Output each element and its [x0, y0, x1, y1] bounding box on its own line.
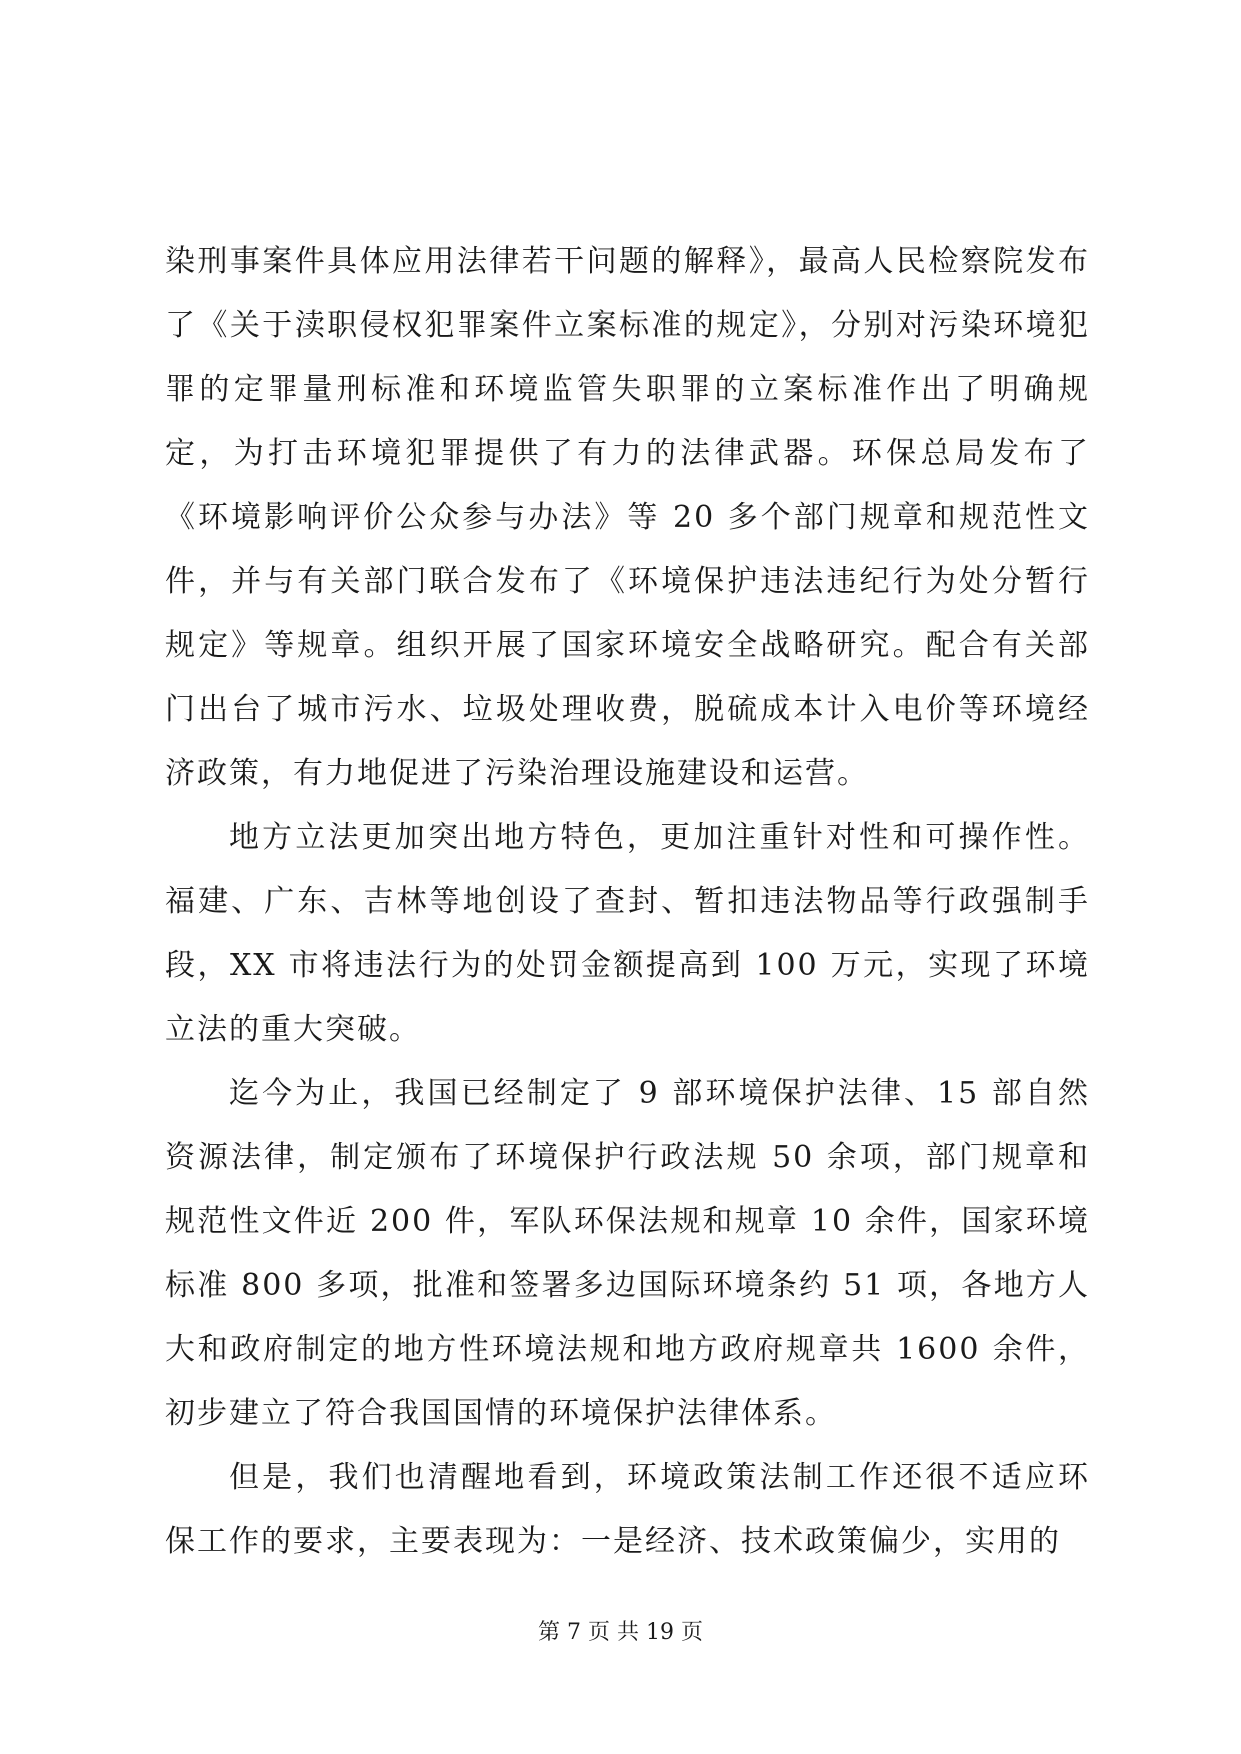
paragraph-shortcomings: 但是，我们也清醒地看到，环境政策法制工作还很不适应环保工作的要求，主要表现为：一是经济、技术政策偏少，实用的 — [165, 1460, 1090, 1559]
paragraph-continued: 染刑事案件具体应用法律若干问题的解释》，最高人民检察院发布了《关于渎职侵权犯罪案件立案标准的规定》，分别对污染环境犯罪的定罪量刑标准和环境监管失职罪的立案标准作出了明确规定，为打击环境犯罪提供了有力的法律武器。环保总局发布了《环境影响评价公众参与办法》等 20 多个部门规章和规范性文件，并与有关部门联合发布了《环境保护违法违纪行为处分暂行规定》等规章。组织开展了国家环境安全战略研究。配合有关部门出台了城市污水、垃圾处理收费，脱硫成本计入电价等环境经济政策，有力地促进了污染治理设施建设和运营。 — [165, 244, 1090, 791]
paragraph-local-legislation: 地方立法更加突出地方特色，更加注重针对性和可操作性。福建、广东、吉林等地创设了查封、暂扣违法物品等行政强制手段，XX 市将违法行为的处罚金额提高到 100 万元，实现了环境立法的重大突破。 — [165, 820, 1090, 1047]
paragraph-legal-system: 迄今为止，我国已经制定了 9 部环境保护法律、15 部自然资源法律，制定颁布了环境保护行政法规 50 余项，部门规章和规范性文件近 200 件，军队环保法规和规章 10 余件，国家环境标准 800 多项，批准和签署多边国际环境条约 51 项，各地方人大和政府制定的地方性环境法规和地方政府规章共 1600 余件，初步建立了符合我国国情的环境保护法律体系。 — [165, 1076, 1090, 1431]
page-number-footer: 第 7 页 共 19 页 — [538, 1620, 703, 1645]
document-body — [165, 230, 1090, 1574]
